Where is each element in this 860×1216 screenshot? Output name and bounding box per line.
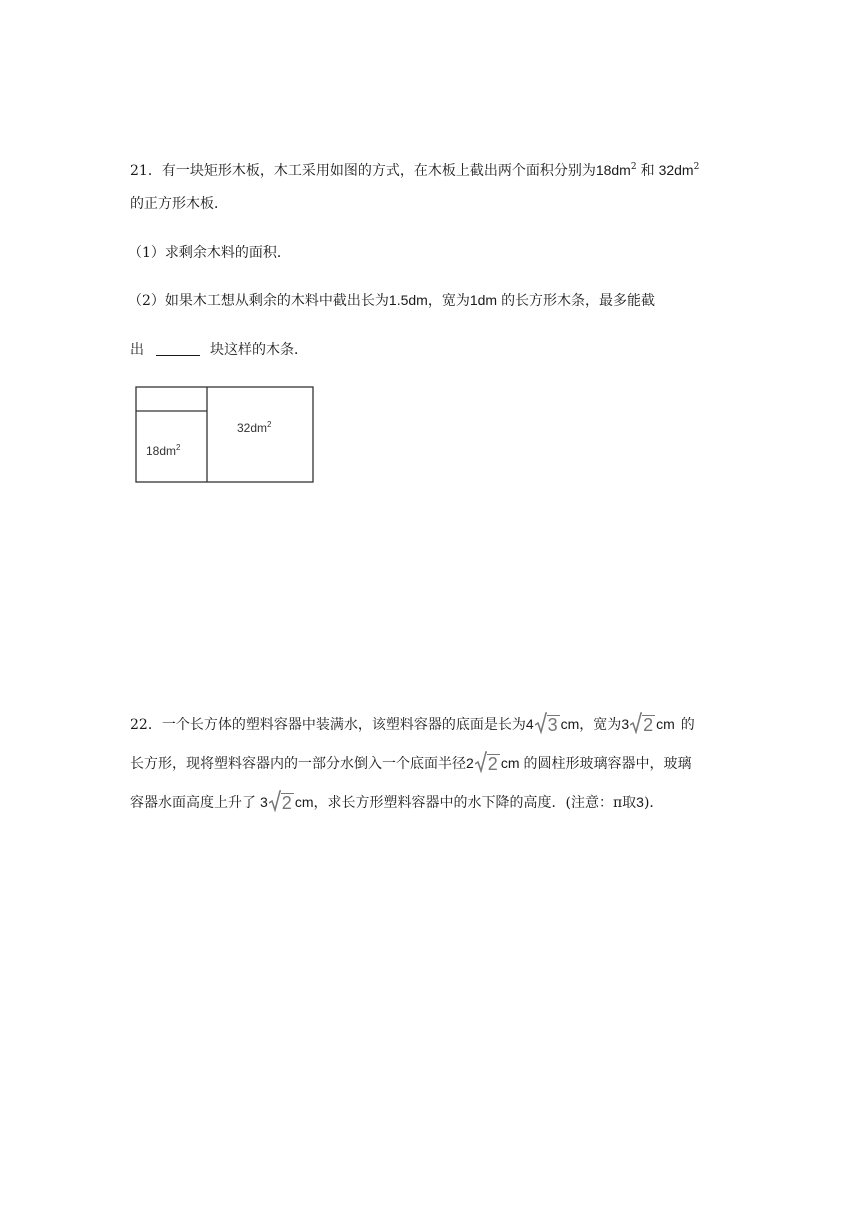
superscript: 2	[630, 162, 637, 172]
q22-text: 长方形，现将塑料容器内的一部分水倒入一个底面半径	[130, 756, 466, 772]
radicand: 2	[643, 715, 654, 735]
coefficient: 3	[260, 794, 268, 810]
q21-part-2	[128, 290, 655, 311]
q22-text: )．	[643, 795, 664, 811]
sqrt-expression	[475, 751, 500, 773]
coefficient: 4	[525, 716, 534, 732]
unit: cm	[294, 794, 314, 810]
large-square-label: $32dm^2$	[237, 420, 272, 435]
q22-text: ，求长方形塑料容器中的水下降的高度．(注意：π取	[313, 795, 637, 811]
board-figure	[135, 386, 317, 490]
q22-text: 的圆柱形玻璃容器中，玻璃	[523, 756, 692, 772]
area-32: 32dm	[658, 162, 694, 178]
q22-line-1	[130, 712, 695, 735]
q21-line-2	[130, 194, 228, 214]
area-18: 18dm	[595, 162, 631, 178]
radical-sign-icon	[535, 712, 547, 734]
coefficient: 2	[466, 755, 474, 771]
q21-line-1	[130, 160, 699, 181]
board-outline	[136, 387, 313, 482]
radicand: 2	[281, 793, 292, 813]
length-value: 1.5dm	[388, 292, 428, 308]
part-2-text: 块这样的木条．	[210, 342, 308, 358]
radical-sign-icon	[630, 712, 642, 734]
sqrt-expression	[535, 712, 560, 734]
unit: cm	[656, 716, 675, 732]
small-square-label: $18dm^2$	[146, 443, 181, 458]
q22-text: 容器水面高度上升了	[130, 795, 256, 811]
radicand: 2	[487, 754, 498, 774]
radical-sign-icon	[475, 751, 487, 773]
board-diagram	[135, 386, 317, 486]
superscript: 2	[693, 162, 700, 172]
part-1-text: （1）求剩余木料的面积．	[128, 245, 291, 261]
sqrt-expression	[269, 790, 294, 812]
q21-part-2-line-2	[130, 340, 308, 360]
part-2-text: 的长方形木条，最多能截	[501, 293, 656, 309]
q22-text: cm，宽为	[560, 716, 622, 732]
coefficient: 3	[621, 716, 630, 732]
radicand: 3	[547, 715, 558, 735]
answer-blank[interactable]	[156, 341, 200, 356]
q21-text: 21．有一块矩形木板，木工采用如图的方式，在木板上截出两个面积分别为	[130, 163, 596, 179]
width-value: 1dm	[469, 292, 498, 308]
q22-line-3	[130, 790, 663, 813]
sqrt-expression	[630, 712, 655, 734]
q21-part-1	[128, 243, 291, 263]
q22-line-2	[130, 751, 691, 774]
q22-text: 22．一个长方体的塑料容器中装满水，该塑料容器的底面是长为	[130, 717, 526, 733]
radical-sign-icon	[269, 790, 281, 812]
unit: cm	[500, 755, 520, 771]
part-2-text: （2）如果木工想从剩余的木料中截出长为	[128, 293, 389, 309]
q21-text: 和	[640, 163, 655, 179]
q21-text: 的正方形木板．	[130, 196, 228, 212]
q22-text: 的	[680, 717, 695, 733]
part-2-text: 出	[130, 342, 144, 358]
pi-value: 3	[636, 794, 644, 810]
part-2-text: ，宽为	[427, 293, 470, 309]
